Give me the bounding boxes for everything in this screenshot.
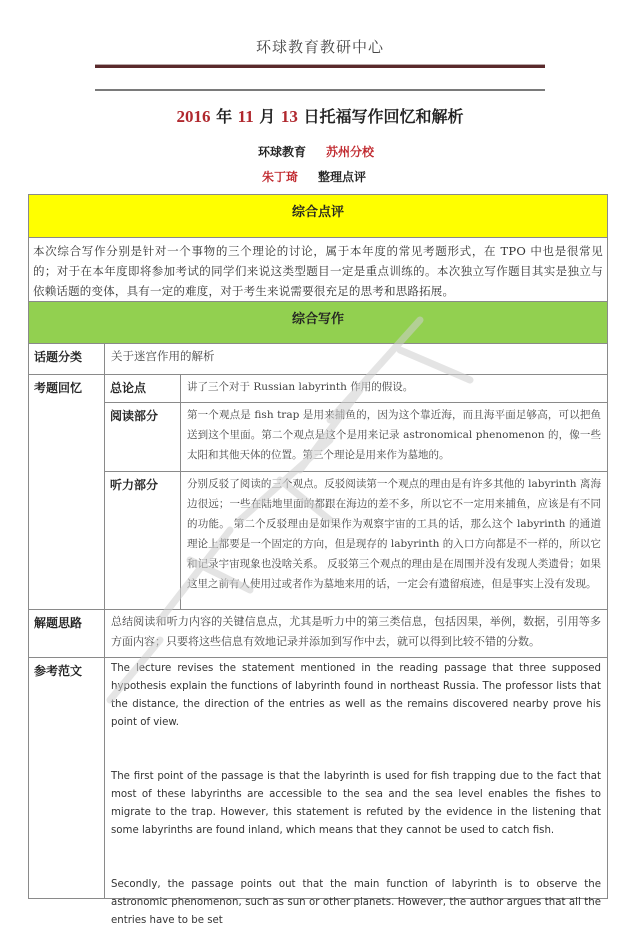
recall-row-listening [105,472,607,609]
recall-row-main-point [105,375,607,403]
analysis-table [28,194,608,926]
recall-label: 考题回忆 [29,375,105,609]
meta-role: 整理点评 [318,170,367,184]
title-day: 13 [280,107,298,126]
essay-paragraph: Secondly, the passage points out that the main function of labyrinth is to observe the astronomic phenomenon, such as sun or other planets. However, the author argues that all the entries have to be set [111,879,601,926]
recall-row-label: 阅读部分 [105,403,181,471]
meta-author: 朱丁琦 [262,170,299,184]
recall-row-text: 第一个观点是 fish trap 是用来捕鱼的，因为这个靠近海，而且海平面足够高，可以把鱼送到这个里面。第二个观点是这个是用来记录 astronomical phenomenon 的，像一些太阳和其他天体的位置。第三个理论是用来作为墓地的。 [187,409,601,461]
approach-label: 解题思路 [29,610,105,657]
summary-heading: 综合点评 [29,195,607,238]
title-year-unit: 年 [210,107,238,126]
recall-row-text: 分别反驳了阅读的三个观点。反驳阅读第一个观点的理由是有许多其他的 labyrinth 离海边很远；一些在陆地里面的都跟在海边的差不多，所以它不一定用来捕鱼，应该是有不同的功能。 第二个反驳理由是如果作为观察宇宙的工具的话，那么这个 labyrinth 的通道理论上都要是一个固定的方向，但是现存的 labyrinth 的入口方向都是不一样的，所以它和记录宇宙现象也没啥关系。 反驳第三个观点的理由是在周围并没有发现人类遗骨；如果这里之前有人使用过或者作为墓地来用的话，一定会有遗留痕迹，但是事实上没有发现。 [187,478,601,590]
integrated-heading: 综合写作 [29,301,607,344]
header-rule-gray [95,89,545,91]
essay-paragraph: The first point of the passage is that the labyrinth is used for fish trapping due to the fact that most of these labyrinths are accessible to the sea and the sea level enables the fishes to migrate to the trap. However, this statement is refuted by the evidence in the listening that some labyrinths are found inland, which means that they cannot be used to catch fish. [111,771,601,836]
title-year: 2016 [176,107,211,126]
title-rest: 日托福写作回忆和解析 [297,107,464,126]
recall-row-reading [105,403,607,472]
summary-text: 本次综合写作分别是针对一个事物的三个理论的讨论，属于本年度的常见考题形式，在 TPO 中也是很常见的；对于在本年度即将参加考试的同学们来说这类型题目一定是重点训练的。本次独立写作题目其实是独立与依赖话题的变体，具有一定的难度，对于考生来说需要很充足的思考和思路拓展。 [33,244,603,298]
topic-label: 话题分类 [29,344,105,374]
recall-row-label: 总论点 [105,375,181,402]
recall-row-text: 讲了三个对于 Russian labyrinth 作用的假设。 [187,381,414,393]
topic-value: 关于迷宫作用的解析 [111,349,215,363]
meta-author-line [262,168,366,185]
recall-subtable [105,375,607,609]
meta-branch: 苏州分校 [326,145,375,159]
title-month: 11 [237,107,254,126]
document-title [0,104,640,127]
row-sample [29,658,607,926]
title-month-unit: 月 [253,107,281,126]
meta-org: 环球教育 [258,145,307,159]
row-recall [29,375,607,610]
sample-essay [105,658,607,926]
meta-org-line [258,143,374,160]
recall-row-label: 听力部分 [105,472,181,609]
row-approach [29,610,607,658]
org-header-title: 环球教育教研中心 [255,38,384,56]
approach-value: 总结阅读和听力内容的关键信息点，尤其是听力中的第三类信息，包括因果，举例，数据，引用等多方面内容；只要将这些信息有效地记录并添加到写作中去，就可以得到比较不错的分数。 [111,615,601,648]
essay-paragraph: The lecture revises the statement mentioned in the reading passage that three supposed hypothesis explain the functions of labyrinth found in northeast Russia. The professor lists that the distance, the direction of the entries as well as the remains discovered nearby prove his point of view. [111,663,601,728]
sample-label: 参考范文 [29,658,105,898]
row-topic [29,344,607,375]
header-rule-maroon [95,64,545,68]
